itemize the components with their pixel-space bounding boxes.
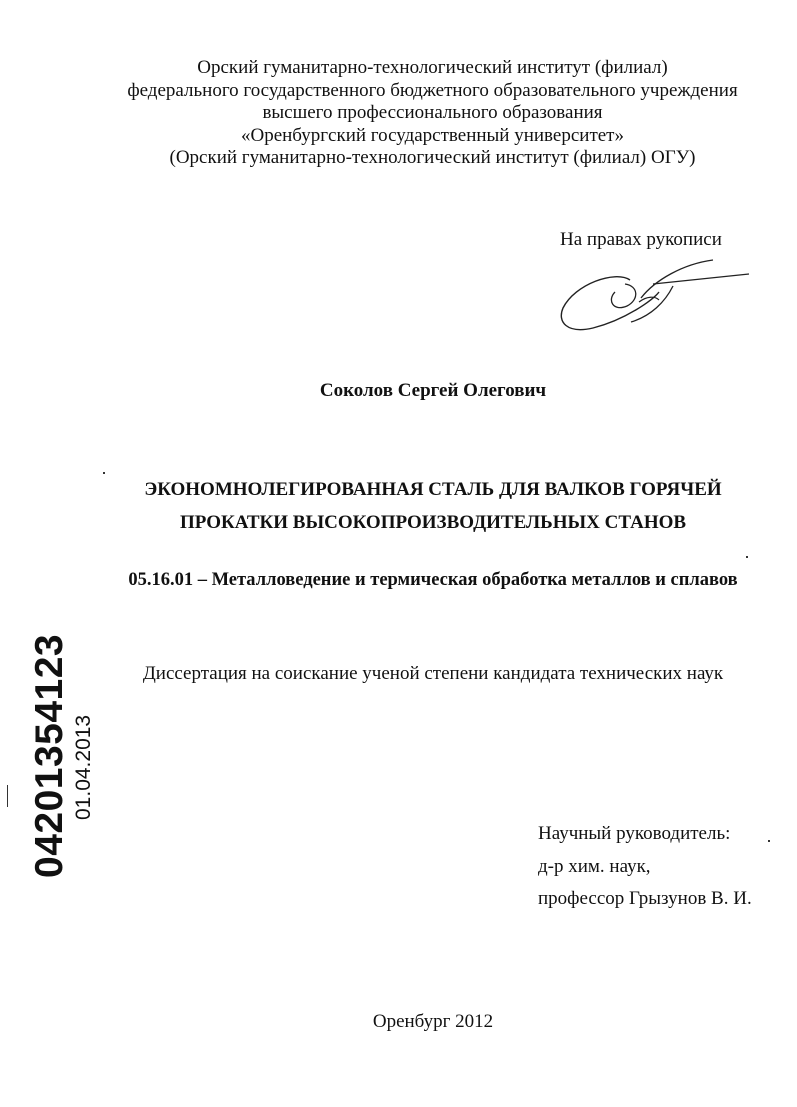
supervisor-name: профессор Грызунов В. И. — [538, 888, 752, 909]
supervisor-degree: д-р хим. наук, — [538, 855, 651, 877]
header-line: (Орский гуманитарно-технологический институт (филиал) ОГУ) — [169, 147, 696, 168]
stamp-number: 04201354123 — [28, 633, 71, 878]
header-line: Орский гуманитарно-технологический институт (филиал) — [197, 57, 668, 78]
scan-artifact — [103, 472, 105, 474]
scan-artifact — [746, 556, 748, 558]
dissertation-title — [0, 473, 797, 539]
scan-artifact — [7, 785, 8, 807]
degree-statement: Диссертация на соискание ученой степени кандидата технических наук — [142, 663, 724, 684]
supervisor-role: Научный руководитель: — [538, 823, 731, 844]
title-line: ПРОКАТКИ ВЫСОКОПРОИЗВОДИТЕЛЬНЫХ СТАНОВ — [179, 512, 687, 533]
institution-header — [60, 57, 797, 170]
stamp-date: 01.04.2013 — [72, 714, 95, 820]
supervisor-block — [538, 818, 752, 916]
header-line: высшего профессионального образования — [262, 102, 603, 123]
specialty-code: 05.16.01 – Металловедение и термическая обработка металлов и сплавов — [128, 570, 738, 590]
title-line: ЭКОНОМНОЛЕГИРОВАННАЯ СТАЛЬ ДЛЯ ВАЛКОВ ГОРЯЧЕЙ — [144, 479, 722, 500]
handwritten-signature-icon — [555, 256, 755, 336]
library-stamp — [30, 634, 96, 878]
author-name: Соколов Сергей Олегович — [319, 380, 547, 401]
manuscript-rights-note: На правах рукописи — [560, 229, 722, 250]
header-line: федерального государственного бюджетного образовательного учреждения — [127, 79, 738, 101]
city-year: Оренбург 2012 — [372, 1011, 494, 1032]
header-line: «Оренбургский государственный университет» — [240, 124, 624, 146]
scan-artifact — [768, 840, 770, 842]
